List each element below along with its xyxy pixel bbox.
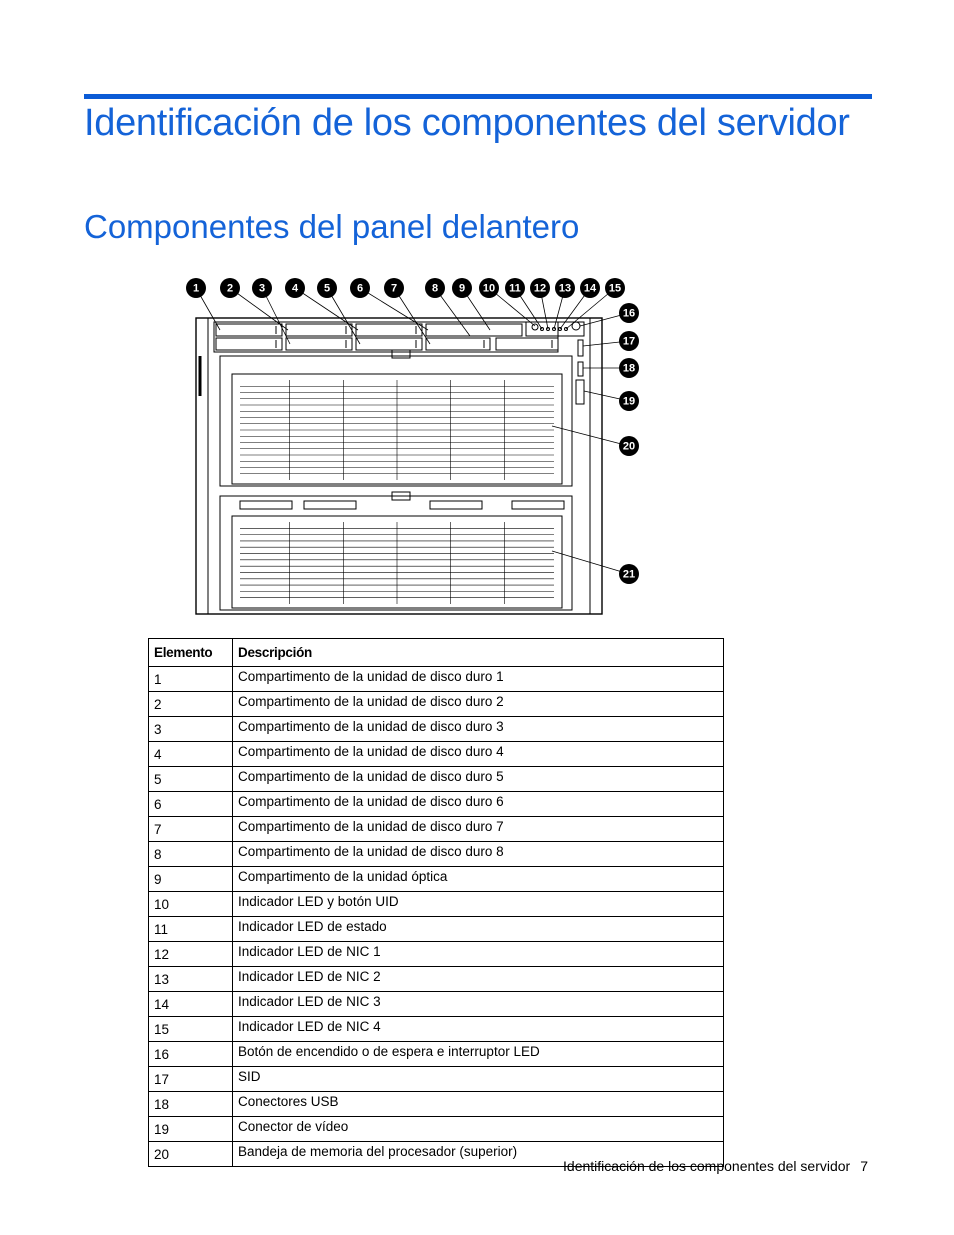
callout-13 <box>555 278 575 298</box>
callout-9 <box>452 278 472 298</box>
svg-text:4: 4 <box>291 282 299 295</box>
table-row <box>149 742 724 767</box>
footer-title: Identificación de los componentes del servidor <box>563 1158 851 1174</box>
row-element-number: 9 <box>149 867 233 892</box>
table-row <box>149 992 724 1017</box>
callout-20 <box>619 436 639 456</box>
row-description: Compartimento de la unidad de disco duro 2 <box>233 692 724 717</box>
callout-4 <box>285 278 305 298</box>
row-description: Indicador LED de NIC 2 <box>233 967 724 992</box>
table-row <box>149 1042 724 1067</box>
row-description: Conectores USB <box>233 1092 724 1117</box>
table-row <box>149 842 724 867</box>
table-row <box>149 967 724 992</box>
control-panel <box>526 322 584 404</box>
row-description: Indicador LED de NIC 1 <box>233 942 724 967</box>
callout-6 <box>350 278 370 298</box>
callout-8 <box>425 278 445 298</box>
row-element-number: 8 <box>149 842 233 867</box>
svg-text:14: 14 <box>583 282 597 295</box>
svg-text:15: 15 <box>608 282 622 295</box>
svg-text:10: 10 <box>482 282 496 295</box>
svg-text:21: 21 <box>622 568 636 581</box>
callout-2 <box>220 278 240 298</box>
row-element-number: 19 <box>149 1117 233 1142</box>
svg-text:7: 7 <box>390 282 398 295</box>
svg-text:6: 6 <box>356 282 364 295</box>
callout-3 <box>252 278 272 298</box>
table-row <box>149 892 724 917</box>
row-element-number: 17 <box>149 1067 233 1092</box>
row-element-number: 11 <box>149 917 233 942</box>
row-description: SID <box>233 1067 724 1092</box>
svg-text:1: 1 <box>192 282 200 295</box>
callout-21 <box>619 564 639 584</box>
callout-5 <box>317 278 337 298</box>
row-element-number: 3 <box>149 717 233 742</box>
svg-text:9: 9 <box>458 282 466 295</box>
row-description: Conector de vídeo <box>233 1117 724 1142</box>
callout-16 <box>619 303 639 323</box>
callout-10 <box>479 278 499 298</box>
row-element-number: 16 <box>149 1042 233 1067</box>
table-row <box>149 792 724 817</box>
header-element: Elemento <box>149 639 233 667</box>
front-panel-figure <box>180 276 650 620</box>
row-description: Bandeja de memoria del procesador (superior) <box>233 1142 724 1167</box>
row-element-number: 15 <box>149 1017 233 1042</box>
svg-text:11: 11 <box>509 282 521 295</box>
row-description: Compartimento de la unidad de disco duro 1 <box>233 667 724 692</box>
table-row <box>149 1092 724 1117</box>
row-element-number: 7 <box>149 817 233 842</box>
row-description: Compartimento de la unidad de disco duro 7 <box>233 817 724 842</box>
upper-tray <box>220 350 572 486</box>
svg-text:19: 19 <box>622 395 636 408</box>
row-element-number: 6 <box>149 792 233 817</box>
callout-12 <box>530 278 550 298</box>
svg-text:17: 17 <box>622 335 636 348</box>
drive-bays <box>214 322 558 352</box>
table-row <box>149 767 724 792</box>
row-description: Indicador LED de NIC 3 <box>233 992 724 1017</box>
row-element-number: 14 <box>149 992 233 1017</box>
svg-text:16: 16 <box>622 307 636 320</box>
svg-text:20: 20 <box>622 440 636 453</box>
heading-rule <box>84 94 872 99</box>
header-description: Descripción <box>233 639 724 667</box>
row-element-number: 1 <box>149 667 233 692</box>
table-row <box>149 667 724 692</box>
table-row <box>149 1117 724 1142</box>
row-description: Compartimento de la unidad óptica <box>233 867 724 892</box>
lower-tray <box>220 492 572 610</box>
page-number: 7 <box>860 1158 868 1174</box>
table-row <box>149 1067 724 1092</box>
callout-14 <box>580 278 600 298</box>
table-row <box>149 1017 724 1042</box>
row-description: Indicador LED de NIC 4 <box>233 1017 724 1042</box>
row-description: Compartimento de la unidad de disco duro 8 <box>233 842 724 867</box>
component-table <box>148 638 724 1167</box>
row-description: Botón de encendido o de espera e interruptor LED <box>233 1042 724 1067</box>
table-row <box>149 692 724 717</box>
page-title: Identificación de los componentes del servidor <box>84 102 850 144</box>
svg-text:8: 8 <box>431 282 439 295</box>
table-row <box>149 917 724 942</box>
table-row <box>149 717 724 742</box>
section-title: Componentes del panel delantero <box>84 208 580 245</box>
svg-text:5: 5 <box>323 282 331 295</box>
chassis-outline <box>196 318 602 614</box>
row-element-number: 18 <box>149 1092 233 1117</box>
svg-text:18: 18 <box>622 362 636 375</box>
row-element-number: 12 <box>149 942 233 967</box>
table-row <box>149 942 724 967</box>
row-description: Compartimento de la unidad de disco duro 6 <box>233 792 724 817</box>
table-header-row <box>149 639 724 667</box>
svg-text:2: 2 <box>226 282 234 295</box>
callout-11 <box>505 278 525 298</box>
row-element-number: 5 <box>149 767 233 792</box>
row-description: Indicador LED de estado <box>233 917 724 942</box>
row-element-number: 13 <box>149 967 233 992</box>
page-footer <box>563 1158 868 1174</box>
table-row <box>149 817 724 842</box>
row-element-number: 10 <box>149 892 233 917</box>
row-description: Compartimento de la unidad de disco duro 5 <box>233 767 724 792</box>
row-element-number: 2 <box>149 692 233 717</box>
row-element-number: 4 <box>149 742 233 767</box>
table-row <box>149 867 724 892</box>
callout-7 <box>384 278 404 298</box>
row-description: Compartimento de la unidad de disco duro 4 <box>233 742 724 767</box>
row-description: Indicador LED y botón UID <box>233 892 724 917</box>
svg-text:12: 12 <box>533 282 547 295</box>
svg-text:3: 3 <box>258 282 266 295</box>
callout-18 <box>619 358 639 378</box>
row-description: Compartimento de la unidad de disco duro 3 <box>233 717 724 742</box>
callout-15 <box>605 278 625 298</box>
callout-17 <box>619 331 639 351</box>
row-element-number: 20 <box>149 1142 233 1167</box>
callout-19 <box>619 391 639 411</box>
svg-text:13: 13 <box>558 282 572 295</box>
callout-1 <box>186 278 206 298</box>
